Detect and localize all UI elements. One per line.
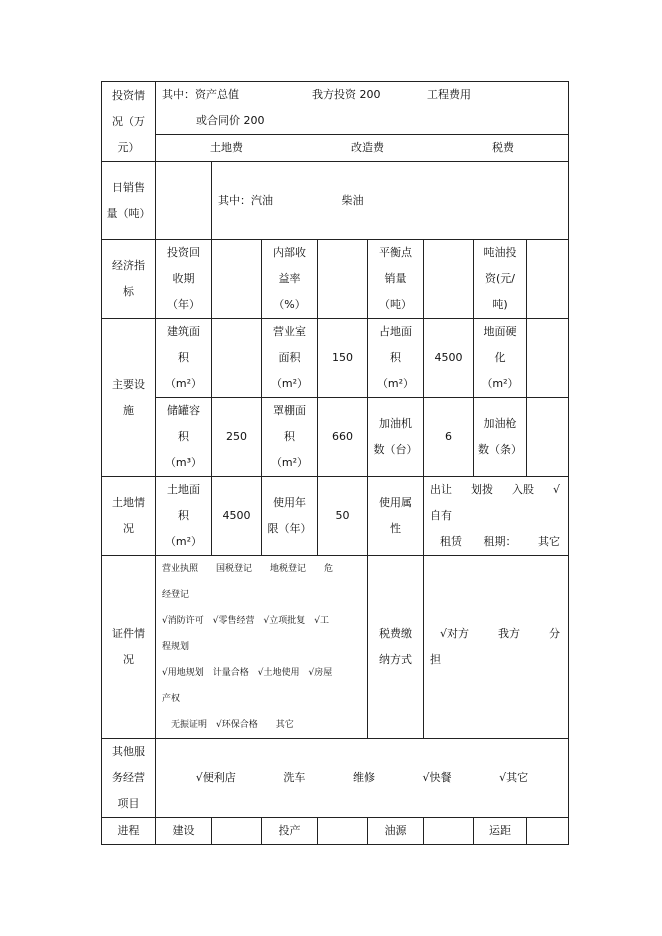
footprint-value: 4500 (424, 319, 474, 398)
breakeven-value (424, 240, 474, 319)
share-option-start: 分 (548, 627, 560, 640)
construction-value (212, 818, 262, 845)
operation-value (318, 818, 368, 845)
tank-volume-value: 250 (212, 398, 262, 477)
construction-label: 建设 (156, 818, 212, 845)
oil-source-value (424, 818, 474, 845)
tank-volume-label: 储罐容 积 （m³） (156, 398, 212, 477)
facilities-label: 主要设 施 (102, 319, 156, 477)
transport-distance-label: 运距 (474, 818, 527, 845)
cert-line-2: 经登记 (162, 590, 190, 600)
per-ton-value (527, 240, 569, 319)
car-wash-item: 洗车 (283, 771, 306, 784)
transport-distance-value (527, 818, 569, 845)
cert-line-7: 无振证明 √环保合格 其它 (162, 720, 294, 730)
renovation-fee-label: 改造费 (351, 141, 384, 154)
services-label: 其他服 务经营 项目 (102, 739, 156, 818)
convenience-store-item: √便利店 (195, 771, 236, 784)
investment-line2 (156, 135, 569, 162)
payback-label: 投资回 收期 （年） (156, 240, 212, 319)
allocation-option: 划拨 (470, 483, 493, 496)
canopy-area-value: 660 (318, 398, 368, 477)
payback-value (212, 240, 262, 319)
hardened-ground-label: 地面硬 化 （m²） (474, 319, 527, 398)
use-years-value: 50 (318, 477, 368, 556)
transfer-option: 出让 (430, 483, 452, 496)
lease-option: 租赁 (440, 535, 462, 548)
use-attr-label: 使用属 性 (368, 477, 424, 556)
cert-line-5: √用地规划 计量合格 √土地使用 √房屋 (162, 668, 333, 678)
land-fee-label: 土地费 (210, 141, 243, 154)
daily-sales-detail (212, 162, 569, 240)
our-party-option: 我方 (498, 627, 520, 640)
other-option: 其它 (538, 535, 560, 548)
nozzle-count-value (527, 398, 569, 477)
cert-line-3: √消防许可 √零售经营 √立项批复 √工 (162, 616, 329, 626)
per-ton-label: 吨油投 资(元/ 吨) (474, 240, 527, 319)
irr-label: 内部收 益率 （%） (262, 240, 318, 319)
fast-food-item: √快餐 (422, 771, 452, 784)
daily-sales-label: 日销售 量（吨） (102, 162, 156, 240)
cert-line-1: 营业执照 国税登记 地税登记 危 (162, 564, 334, 574)
canopy-area-label: 罩棚面 积 （m²） (262, 398, 318, 477)
nozzle-count-label: 加油枪 数（条） (474, 398, 527, 477)
dispenser-count-value: 6 (424, 398, 474, 477)
tax-method-label: 税费缴 纳方式 (368, 556, 424, 739)
services-list (156, 739, 569, 818)
use-attr-options (424, 477, 569, 556)
land-area-value: 4500 (212, 477, 262, 556)
daily-sales-value (156, 162, 212, 240)
share-option-end: 担 (430, 653, 441, 666)
contract-price: 或合同价 200 (196, 114, 265, 127)
oil-source-label: 油源 (368, 818, 424, 845)
tax-fee-label: 税费 (492, 141, 514, 154)
certificates-list (156, 556, 368, 739)
operation-label: 投产 (262, 818, 318, 845)
cert-line-6: 产权 (162, 694, 181, 704)
equity-option: 入股 (511, 483, 534, 496)
footprint-label: 占地面 积 （m²） (368, 319, 424, 398)
station-info-table (101, 81, 569, 845)
breakeven-label: 平衡点 销量 （吨） (368, 240, 424, 319)
owned-option: 自有 (430, 509, 452, 522)
economic-label: 经济指 标 (102, 240, 156, 319)
use-years-label: 使用年 限（年） (262, 477, 318, 556)
other-party-option: √对方 (440, 627, 470, 640)
cert-line-4: 程规划 (162, 642, 190, 652)
check-mark: √ (552, 483, 560, 496)
lease-term-label: 租期： (483, 535, 517, 548)
hardened-ground-value (527, 319, 569, 398)
irr-value (318, 240, 368, 319)
asset-total-label: 其中：资产总值 (162, 88, 239, 101)
land-area-label: 土地面 积 （m²） (156, 477, 212, 556)
tax-method-options (424, 556, 569, 739)
gasoline-label: 其中：汽油 (218, 193, 273, 207)
land-label: 土地情 况 (102, 477, 156, 556)
business-room-value: 150 (318, 319, 368, 398)
our-investment: 我方投资 200 (312, 88, 381, 101)
building-area-label: 建筑面 积 （m²） (156, 319, 212, 398)
other-service-item: √其它 (499, 771, 529, 784)
building-area-value (212, 319, 262, 398)
certificates-label: 证件情 况 (102, 556, 156, 739)
diesel-label: 柴油 (341, 193, 364, 207)
progress-label: 进程 (102, 818, 156, 845)
business-room-label: 营业室 面积 （m²） (262, 319, 318, 398)
dispenser-count-label: 加油机 数（台） (368, 398, 424, 477)
investment-label: 投资情 况（万 元） (102, 82, 156, 162)
investment-line1 (156, 82, 569, 135)
repair-item: 维修 (352, 771, 375, 784)
engineering-cost-label: 工程费用 (427, 88, 471, 101)
